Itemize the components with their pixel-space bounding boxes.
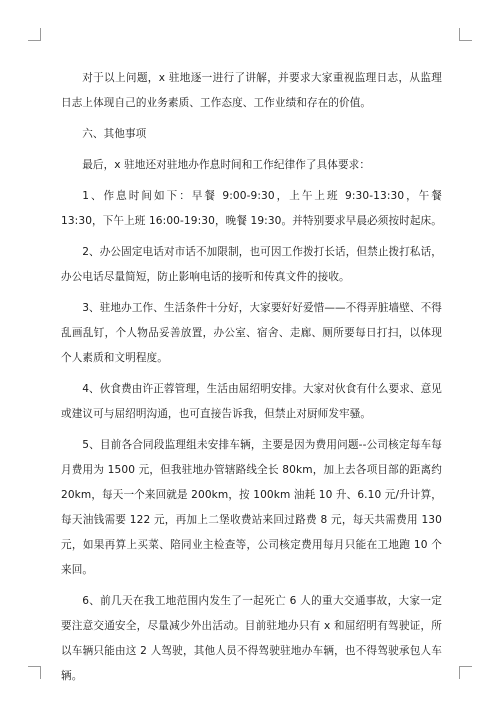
paragraph-meals: 4、伙食费由许正蓉管理，生活由屈绍明安排。大家对伙食有什么要求、意见或建议可与屈绍明沟通，也可直接告诉我，但禁止对厨师发牢骚。: [61, 383, 442, 420]
paragraph-schedule: 1、作息时间如下：早餐 9:00-9:30，上午上班 9:30-13:30，午餐 13:30，下午上班 16:00-19:30，晚餐 19:30。并特别要求早晨必须按时起床。: [61, 190, 442, 227]
document-body: [61, 66, 442, 695]
paragraph-supervision-log: 对于以上问题，x 驻地逐一进行了讲解，并要求大家重视监理日志，从监理日志上体现自己的业务素质、工作态度、工作业绩和存在的价值。: [61, 72, 442, 109]
paragraph-phone-policy: 2、办公固定电话对市话不加限制，也可因工作拨打长话，但禁止拨打私话，办公电话尽量简短，防止影响电话的接听和传真文件的接收。: [61, 246, 442, 283]
crop-mark-top-right: [459, 28, 472, 41]
crop-mark-bottom-left: [28, 666, 41, 679]
paragraph-traffic-safety: 6、前几天在我工地范围内发生了一起死亡 6 人的重大交通事故，大家一定要注意交通安全，尽量减少外出活动。目前驻地办只有 x 和屈绍明有驾驶证，所以车辆只能由这 2 人驾驶，其他人员不得驾驶驻地办车辆，也不得驾驶承包人车辆。: [61, 595, 442, 682]
crop-mark-bottom-right: [459, 666, 472, 679]
crop-mark-top-left: [28, 28, 41, 41]
paragraph-living-conditions: 3、驻地办工作、生活条件十分好，大家要好好爱惜——不得弄脏墙壁、不得乱画乱钉，个人物品妥善放置，办公室、宿舍、走廊、厕所要每日打扫，以体现个人素质和文明程度。: [61, 302, 442, 364]
section-heading-other-matters: 六、其他事项: [82, 128, 147, 140]
paragraph-vehicle-costs: 5、目前各合同段监理组未安排车辆，主要是因为费用问题--公司核定每车每月费用为 1500 元，但我驻地办管辖路线全长 80km，加上去各项目部的距离约 20km，每天一个来回就是 200km，按 100km 油耗 10 升、6.10 元/升计算，每天油钱需要 122 元，再加上二堡收费站来回过路费 8 元，每天共需费用 130 元，如果再算上买菜、陪同业主检查等，公司核定费用每月只能在工地跑 10 个来回。: [61, 439, 442, 576]
paragraph-requirements-intro: 最后，x 驻地还对驻地办作息时间和工作纪律作了具体要求：: [82, 159, 371, 171]
